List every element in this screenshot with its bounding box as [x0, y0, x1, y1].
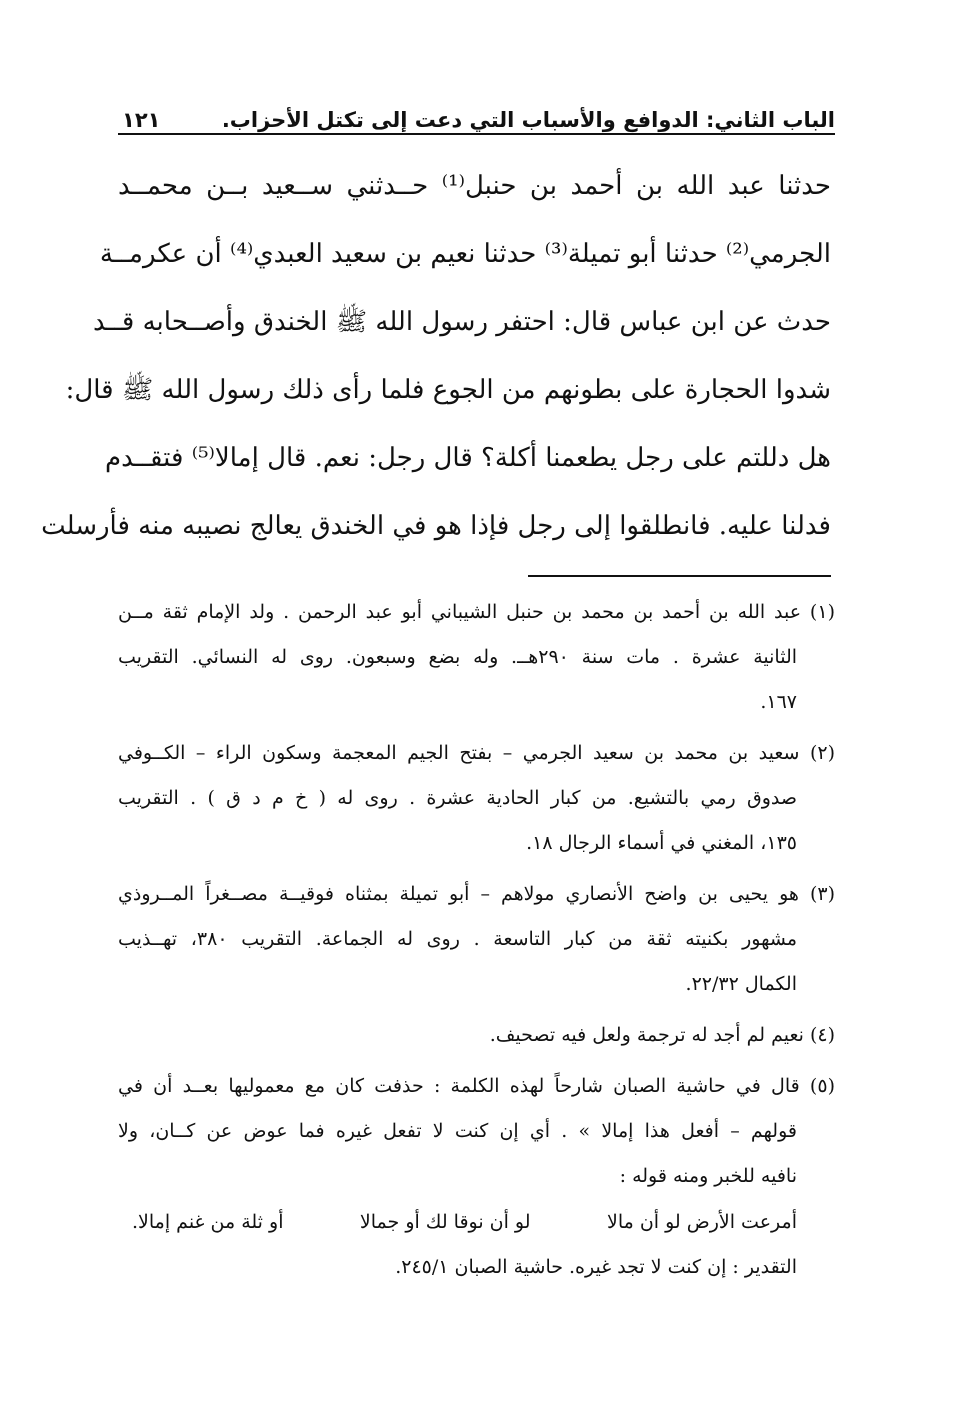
poetry-verse: [118, 1199, 835, 1245]
footnote-4: [118, 1013, 835, 1058]
footnote-line: مشهور بكنيته ثقة من كبار التاسعة . روى له الجماعة. التقريب ٣٨٠، تهــذيب: [118, 928, 797, 950]
verse-part: أمرعت الأرض لو أن مالا: [607, 1211, 797, 1233]
chapter-title: الباب الثاني: الدوافع والأسباب التي دعت إلى تكتل الأحزاب.: [221, 108, 835, 132]
running-header: [122, 100, 835, 132]
footnote-3: [118, 872, 835, 1007]
body-line: فدلنا عليه. فانطلقوا إلى رجل فإذا هو في الخندق يعالج نصيبه منه فأرسلت: [41, 511, 831, 541]
footnote-2: [118, 731, 835, 866]
footnote-line: قولهم – أفعل هذا إمالا » . أي إن كنت لا تفعل غيره فما عوض عن كــان، ولا: [118, 1120, 797, 1142]
body-line: حدث عن ابن عباس قال: احتفر رسول الله ﷺ الخندق وأصــحابه قــد: [93, 307, 831, 337]
verse-part: لو أن نوقا لك أو جمالا: [359, 1211, 531, 1233]
footnote-line: التقدير : إن كنت لا تجد غيره. حاشية الصبان ٢٤٥/١.: [395, 1256, 797, 1278]
footnote-line: (٢) سعيد بن محمد بن سعيد الجرمي – بفتح الجيم المعجمة وسكون الراء – الكــوفي: [118, 742, 835, 764]
footnote-line: (٥) قال في حاشية الصبان شارحاً لهذه الكلمة : حذفت كان مع معموليها بعــد أن في: [118, 1075, 835, 1097]
footnote-line: الثانية عشرة . مات سنة ٢٩٠هــ. وله بضع وسبعون. روى له النسائي. التقريب: [118, 646, 798, 668]
footnote-line: (٣) هو يحيى بن واضح الأنصاري مولاهم – أبو تميلة بمثناه فوقيــة مصــغراً المــروذي: [118, 883, 835, 905]
footnote-line: ١٣٥، المغني في أسماء الرجال ١٨.: [526, 832, 797, 854]
footnote-line: (٤) نعيم لم أجد له ترجمة ولعل فيه تصحيف.: [489, 1024, 835, 1046]
footnote-line: صدوق رمي بالتشيع. من كبار الحادية عشرة . روى له ( خ م د ق ) . التقريب: [118, 787, 797, 809]
page-number: ١٢١: [122, 108, 161, 132]
footnote-separator: [528, 575, 831, 577]
main-text: [41, 152, 831, 560]
verse-part: أو ثلة من غنم إمالا.: [132, 1211, 284, 1233]
body-line: الجرمي⁽²⁾ حدثنا أبو تميلة⁽³⁾ حدثنا نعيم بن سعيد العبدي⁽⁴⁾ أن عكرمــة: [99, 239, 831, 269]
footnote-line: (١) عبد الله بن أحمد بن محمد بن حنبل الشيباني أبو عبد الرحمن . ولد الإمام ثقة مــن: [118, 601, 835, 623]
footnote-5: [118, 1064, 835, 1290]
header-rule: [118, 133, 835, 135]
footnote-line: ١٦٧.: [760, 691, 797, 713]
footnote-line: نافيه للخبر ومنه قوله :: [619, 1165, 797, 1187]
body-line: حدثنا عبد الله بن أحمد بن حنبل⁽¹⁾ حــدثني ســعيد بــن محمــد: [118, 171, 831, 201]
footnote-1: [118, 590, 835, 725]
footnotes: [118, 590, 835, 1296]
body-line: شدوا الحجارة على بطونهم من الجوع فلما رأى ذلك رسول الله ﷺ قال:: [65, 375, 831, 405]
body-line: هل دللتم على رجل يطعمنا أكلة؟ قال رجل: نعم. قال إمالا⁽⁵⁾ فتقــدم: [105, 443, 831, 473]
footnote-line: الكمال ٢٢/٣٢.: [685, 973, 797, 995]
